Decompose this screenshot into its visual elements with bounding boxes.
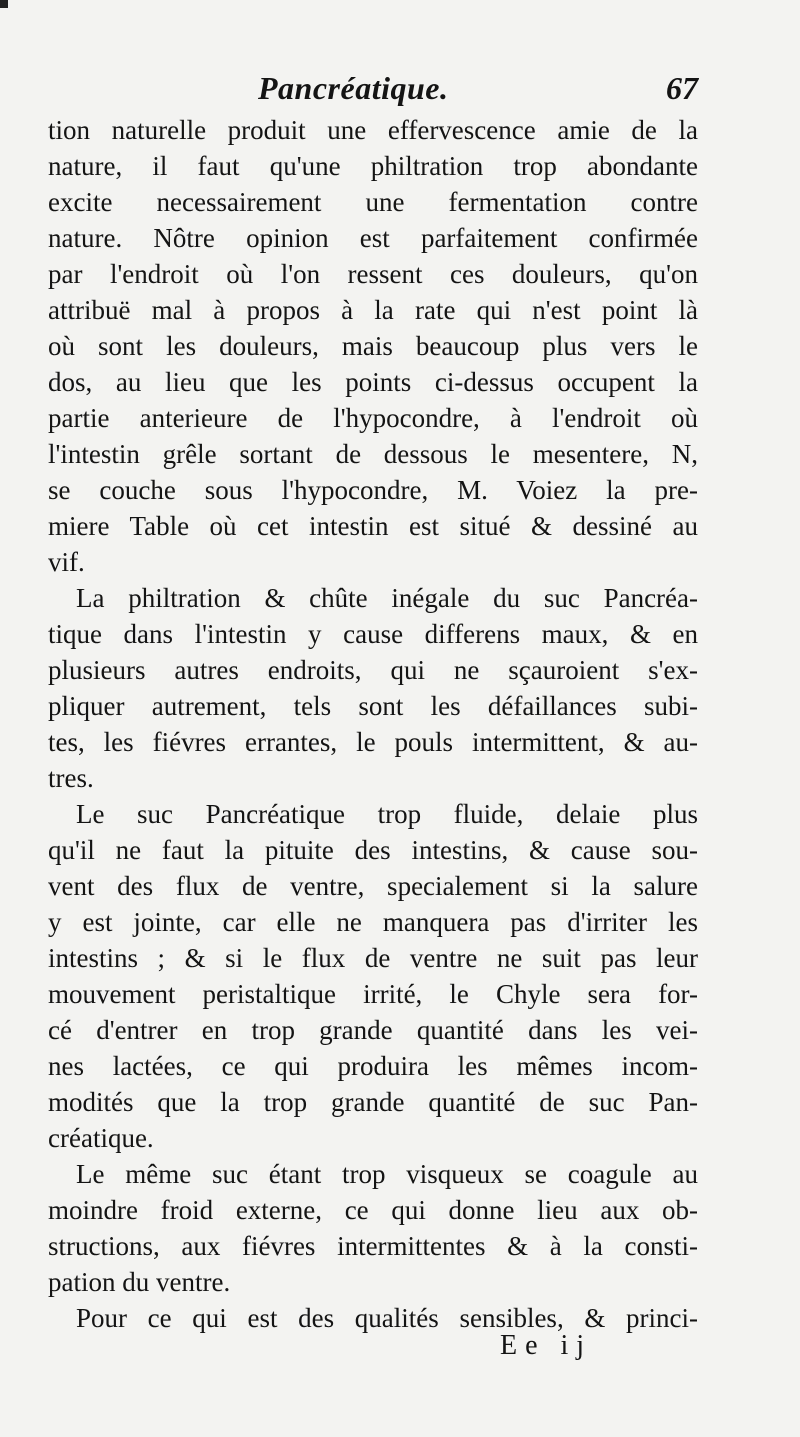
- paragraph-start-line: Le suc Pancréatique trop fluide, delaie plus: [76, 799, 698, 829]
- text-line: attribuë mal à propos à la rate qui n'est point là: [48, 295, 698, 325]
- text-line: créatique.: [48, 1123, 154, 1153]
- text-line: moindre froid externe, ce qui donne lieu aux ob-: [48, 1195, 698, 1225]
- paragraph-start-line: Le même suc étant trop visqueux se coagule au: [76, 1159, 698, 1189]
- text-line: nature. Nôtre opinion est parfaitement confirmée: [48, 223, 698, 253]
- text-line: pation du ventre.: [48, 1267, 231, 1297]
- text-line: dos, au lieu que les points ci-dessus occupent la: [48, 367, 698, 397]
- text-line: miere Table où cet intestin est situé & dessiné au: [48, 511, 698, 541]
- running-title: Pancréatique.: [258, 70, 449, 106]
- text-line: plusieurs autres endroits, qui ne sçauroient s'ex-: [48, 655, 698, 685]
- text-line: tres.: [48, 763, 94, 793]
- paragraph-start-line: La philtration & chûte inégale du suc Pancréa-: [76, 583, 698, 613]
- text-line: se couche sous l'hypocondre, M. Voiez la pre-: [48, 475, 698, 505]
- text-line: nature, il faut qu'une philtration trop abondante: [48, 151, 698, 181]
- text-line: tique dans l'intestin y cause differens maux, & en: [48, 619, 698, 649]
- text-line: modités que la trop grande quantité de suc Pan-: [48, 1087, 698, 1117]
- paragraph-start-line: Pour ce qui est des qualités sensibles, & princi-: [76, 1303, 698, 1333]
- signature-mark: Ee ij: [500, 1330, 593, 1361]
- text-line: y est jointe, car elle ne manquera pas d'irriter les: [48, 907, 698, 937]
- text-line: mouvement peristaltique irrité, le Chyle sera for-: [48, 979, 698, 1009]
- text-line: pliquer autrement, tels sont les défaillances subi-: [48, 691, 698, 721]
- text-line: vent des flux de ventre, specialement si la salure: [48, 871, 698, 901]
- text-line: par l'endroit où l'on ressent ces douleurs, qu'on: [48, 259, 698, 289]
- text-line: où sont les douleurs, mais beaucoup plus vers le: [48, 331, 698, 361]
- text-line: cé d'entrer en trop grande quantité dans les vei-: [48, 1015, 698, 1045]
- text-line: tes, les fiévres errantes, le pouls intermittent, & au-: [48, 727, 698, 757]
- text-line: tion naturelle produit une effervescence amie de la: [48, 115, 698, 145]
- text-line: structions, aux fiévres intermittentes & à la consti-: [48, 1231, 698, 1261]
- text-line: l'intestin grêle sortant de dessous le mesentere, N,: [48, 439, 698, 469]
- body-text: [48, 112, 698, 1336]
- page-number: 67: [666, 70, 698, 106]
- text-line: nes lactées, ce qui produira les mêmes incom-: [48, 1051, 698, 1081]
- text-line: vif.: [48, 547, 85, 577]
- text-line: qu'il ne faut la pituite des intestins, & cause sou-: [48, 835, 698, 865]
- text-line: intestins ; & si le flux de ventre ne suit pas leur: [48, 943, 698, 973]
- text-line: partie anterieure de l'hypocondre, à l'endroit où: [48, 403, 698, 433]
- scan-edge-mark: [0, 0, 8, 8]
- text-line: excite necessairement une fermentation contre: [48, 187, 698, 217]
